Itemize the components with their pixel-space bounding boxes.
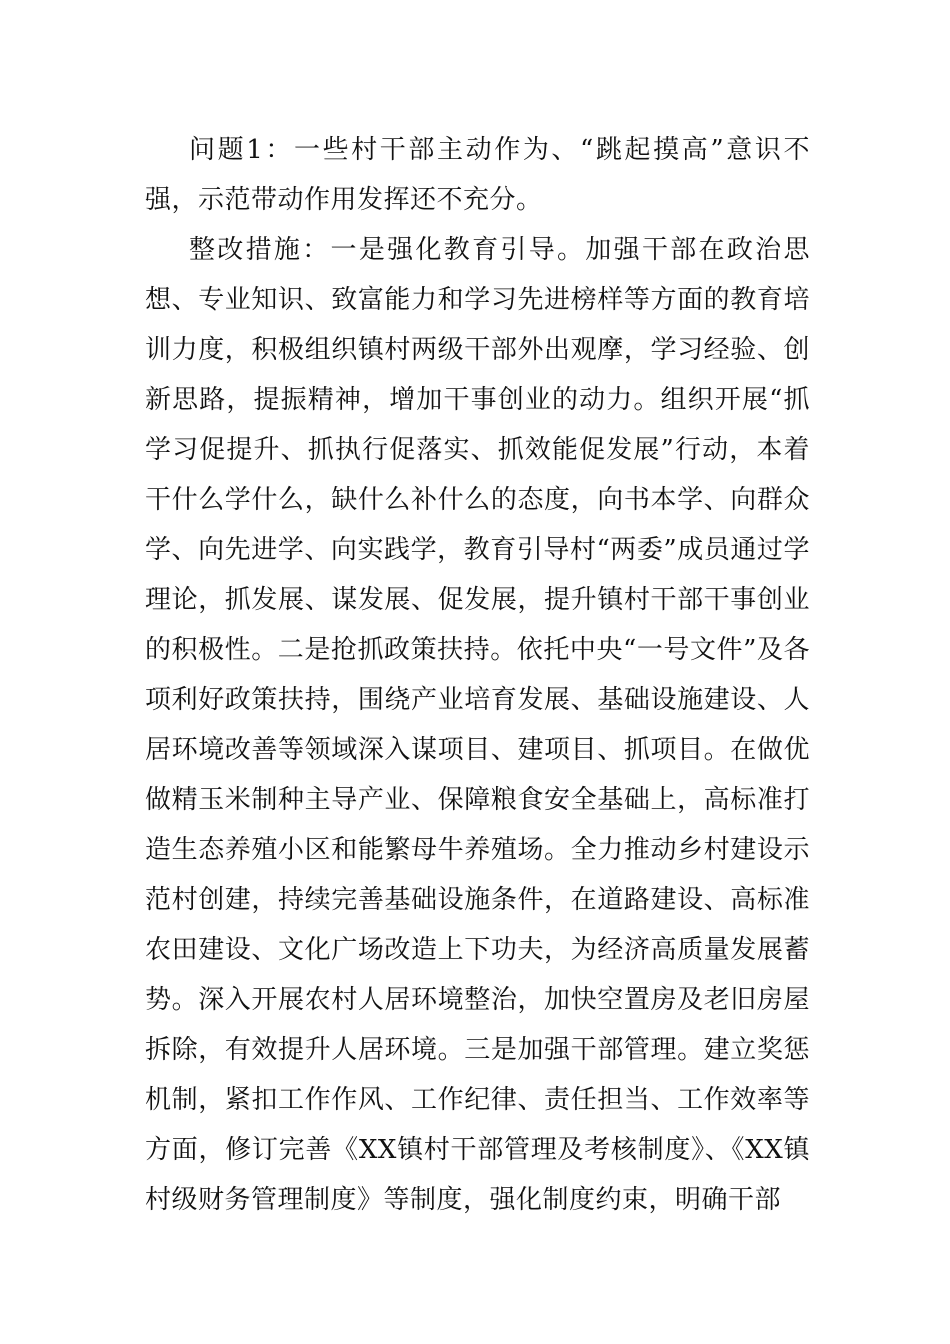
document-body [145,125,810,1225]
paragraph-issue: 问题1：一些村干部主动作为、“跳起摸高”意识不强，示范带动作用发挥还不充分。 [145,135,810,215]
paragraph-measures: 整改措施：一是强化教育引导。加强干部在政治思想、专业知识、致富能力和学习先进榜样等方面的教育培训力度，积极组织镇村两级干部外出观摩，学习经验、创新思路，提振精神，增加干事创业的动力。组织开展“抓学习促提升、抓执行促落实、抓效能促发展”行动，本着干什么学什么，缺什么补什么的态度，向书本学、向群众学、向先进学、向实践学，教育引导村“两委”成员通过学理论，抓发展、谋发展、促发展，提升镇村干部干事创业的积极性。二是抢抓政策扶持。依托中央“一号文件”及各项利好政策扶持，围绕产业培育发展、基础设施建设、人居环境改善等领域深入谋项目、建项目、抓项目。在做优做精玉米制种主导产业、保障粮食安全基础上，高标准打造生态养殖小区和能繁母牛养殖场。全力推动乡村建设示范村创建，持续完善基础设施条件，在道路建设、高标准农田建设、文化广场改造上下功夫，为经济高质量发展蓄势。深入开展农村人居环境整治，加快空置房及老旧房屋拆除，有效提升人居环境。三是加强干部管理。建立奖惩机制，紧扣工作作风、工作纪律、责任担当、工作效率等方面，修订完善《XX镇村干部管理及考核制度》、《XX镇村级财务管理制度》等制度，强化制度约束，明确干部 [145,235,810,1215]
